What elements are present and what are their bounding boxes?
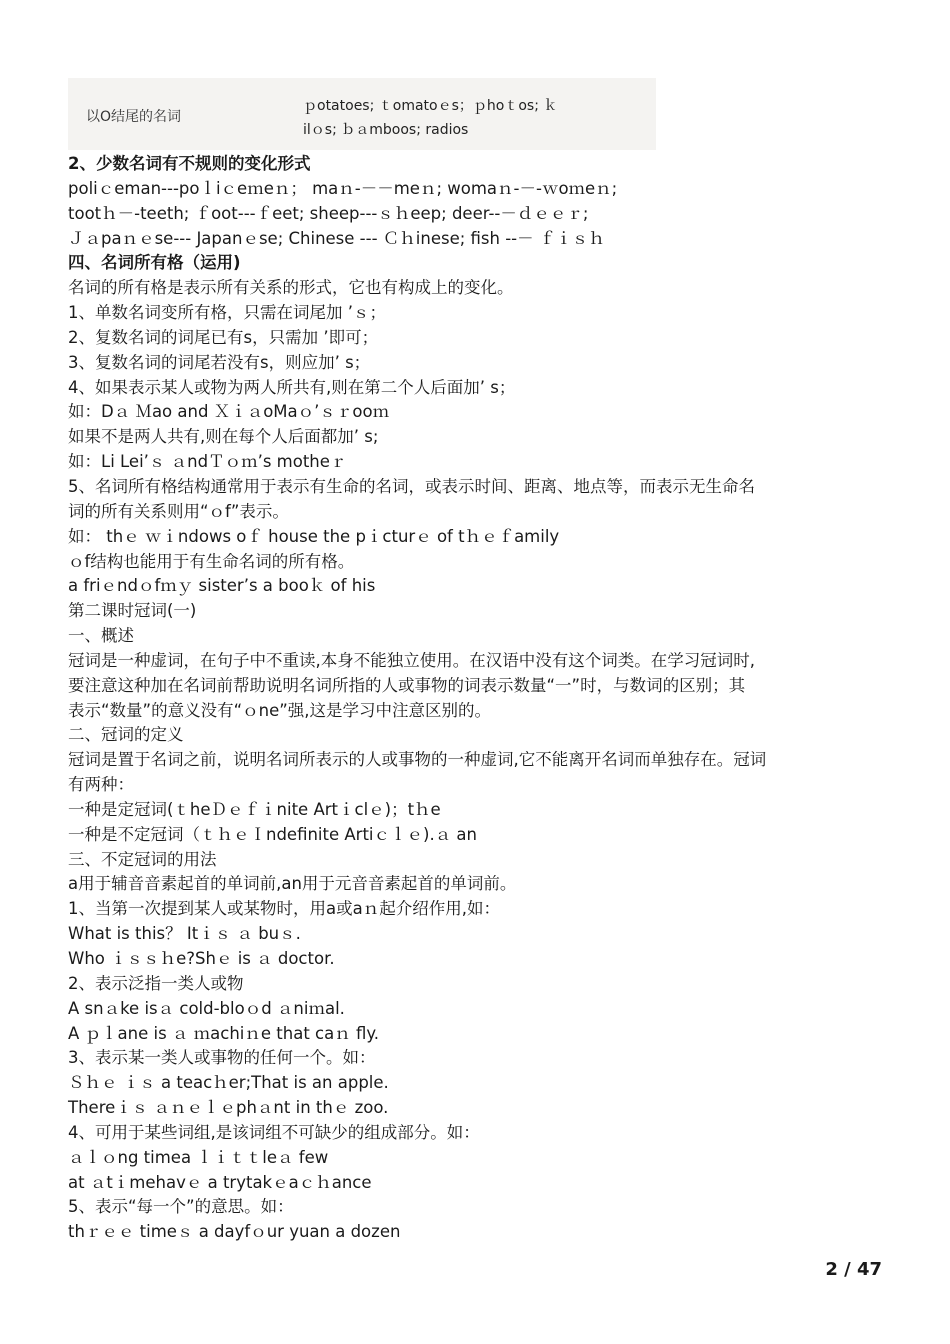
text-line: 5、名词所有格结构通常用于表示有生命的名词，或表示时间、距离、地点等，而表示无生命名 [68, 476, 755, 496]
text-line: 5、表示“每一个”的意思。如： [68, 1197, 294, 1217]
text-line: 1、单数名词变所有格，只需在词尾加 ’ｓ； [68, 303, 386, 323]
text-line: 如： thｅ ｗｉndows oｆ house the pｉcturｅ of tｈｅｆamily [68, 526, 560, 546]
page-number: 2 / 47 [825, 1259, 882, 1280]
text-line: ｏf结构也能用于有生命名词的所有格。 [68, 551, 355, 571]
text-line: poliｃeman---poｌiｃeｍeｎ； maｎ-－－meｎ; womaｎ-－-ｗoｍeｎ; [68, 178, 618, 198]
text-line: 如果不是两人共有,则在每个人后面都加’ s; [68, 427, 379, 447]
text-line: thｒｅｅ timeｓ a dayfｏur yuan a dozen [68, 1222, 401, 1242]
text-line: at ａtｉmehavｅ a trytakｅaｃｈance [68, 1172, 372, 1192]
text-line: 3、表示某一类人或事物的任何一个。如： [68, 1048, 376, 1068]
text-line: 2、表示泛指一类人或物 [68, 973, 244, 993]
text-line: 1、当第一次提到某人或某物时，用a或aｎ起介绍作用,如： [68, 899, 500, 919]
section-heading: 二、冠词的定义 [68, 725, 184, 745]
text-line: 有两种： [68, 775, 134, 795]
lesson-title: 第二课时冠词(一) [68, 601, 197, 621]
text-line: 词的所有关系则用“ｏf”表示。 [68, 501, 289, 521]
text-line: 如：Dａ Ｍao and ＸｉａoMaｏ’ｓｒooｍ [68, 402, 390, 422]
section-heading: 2、少数名词有不规则的变化形式 [68, 154, 311, 173]
text-line: a用于辅音音素起首的单词前,an用于元音音素起首的单词前。 [68, 874, 517, 894]
section-heading: 一、概述 [68, 626, 134, 646]
text-line: 冠词是一种虚词，在句子中不重读,本身不能独立使用。在汉语中没有这个词类。在学习冠词时, [68, 650, 755, 670]
text-line: Who ｉｓｓｈe?Shｅ is ａ doctor. [68, 949, 335, 968]
text-line: A ｐｌane is ａ ｍachiｎe that caｎ fly. [68, 1023, 380, 1043]
text-line: a friｅndｏfｍｙ sister’s a booｋ of his [68, 576, 376, 596]
text-line: 一种是定冠词(ｔheＤｅｆｉnite Artｉclｅ)；tｈe [68, 799, 441, 819]
text-line: 表示“数量”的意义没有“ｏne”强,这是学习中注意区别的。 [68, 700, 492, 720]
text-line: 如：Li Lei’ｓ ａndＴｏｍ’s motheｒ [68, 452, 347, 472]
text-line: Ｓｈｅ ｉｓ a teacｈer;That is an apple. [68, 1073, 389, 1093]
text-line: Thereｉｓ ａｎｅｌｅphａnt in thｅ zoo. [68, 1098, 389, 1118]
table-row-o-ending-nouns [68, 78, 656, 150]
section-heading: 三、不定冠词的用法 [68, 849, 217, 869]
text-line: 要注意这种加在名词前帮助说明名词所指的人或事物的词表示数量“一”时，与数词的区别；其 [68, 675, 746, 695]
table-cell-examples [303, 94, 648, 142]
table-example-line: ilｏs; ｂａmboos; radios [303, 122, 469, 138]
text-line: ａｌｏng timea ｌｉｔｔleａ few [68, 1147, 329, 1167]
text-line: Ｊａpaｎｅse--- Japanｅse; Chinese --- Ｃｈinese; fish --－ ｆｉｓｈ [68, 228, 605, 248]
text-line: 4、如果表示某人或物为两人所共有,则在第二个人后面加’ s； [68, 377, 516, 397]
text-line: What is this？ Itｉｓ ａ buｓ. [68, 924, 301, 944]
text-line: 一种是不定冠词（ｔｈｅＩndefinite Artiｃｌｅ).ａ an [68, 824, 478, 844]
text-line: 2、复数名词的词尾已有s，只需加 ’即可； [68, 327, 379, 347]
text-line: 名词的所有格是表示所有关系的形式，它也有构成上的变化。 [68, 278, 514, 298]
section-heading: 四、名词所有格（运用) [68, 253, 241, 273]
table-example-line: ｐotatoes; ｔomatoｅs；ｐhoｔos; ｋ [303, 98, 558, 114]
text-line: 冠词是置于名词之前，说明名词所表示的人或事物的一种虚词,它不能离开名词而单独存在。冠词 [68, 750, 767, 770]
document-body [68, 152, 883, 1245]
text-line: tootｈ－-teeth; ｆoot---ｆeet; sheep---ｓｈeep; deer--－ｄｅｅｒ; [68, 203, 589, 223]
text-line: 4、可用于某些词组,是该词组不可缺少的组成部分。如： [68, 1122, 480, 1142]
table-cell-label: 以O结尾的名词 [86, 109, 182, 125]
text-line: 3、复数名词的词尾若没有s，则应加’ s； [68, 352, 371, 372]
text-line: A snａke isａ cold-bloｏd ａniｍal. [68, 998, 345, 1018]
